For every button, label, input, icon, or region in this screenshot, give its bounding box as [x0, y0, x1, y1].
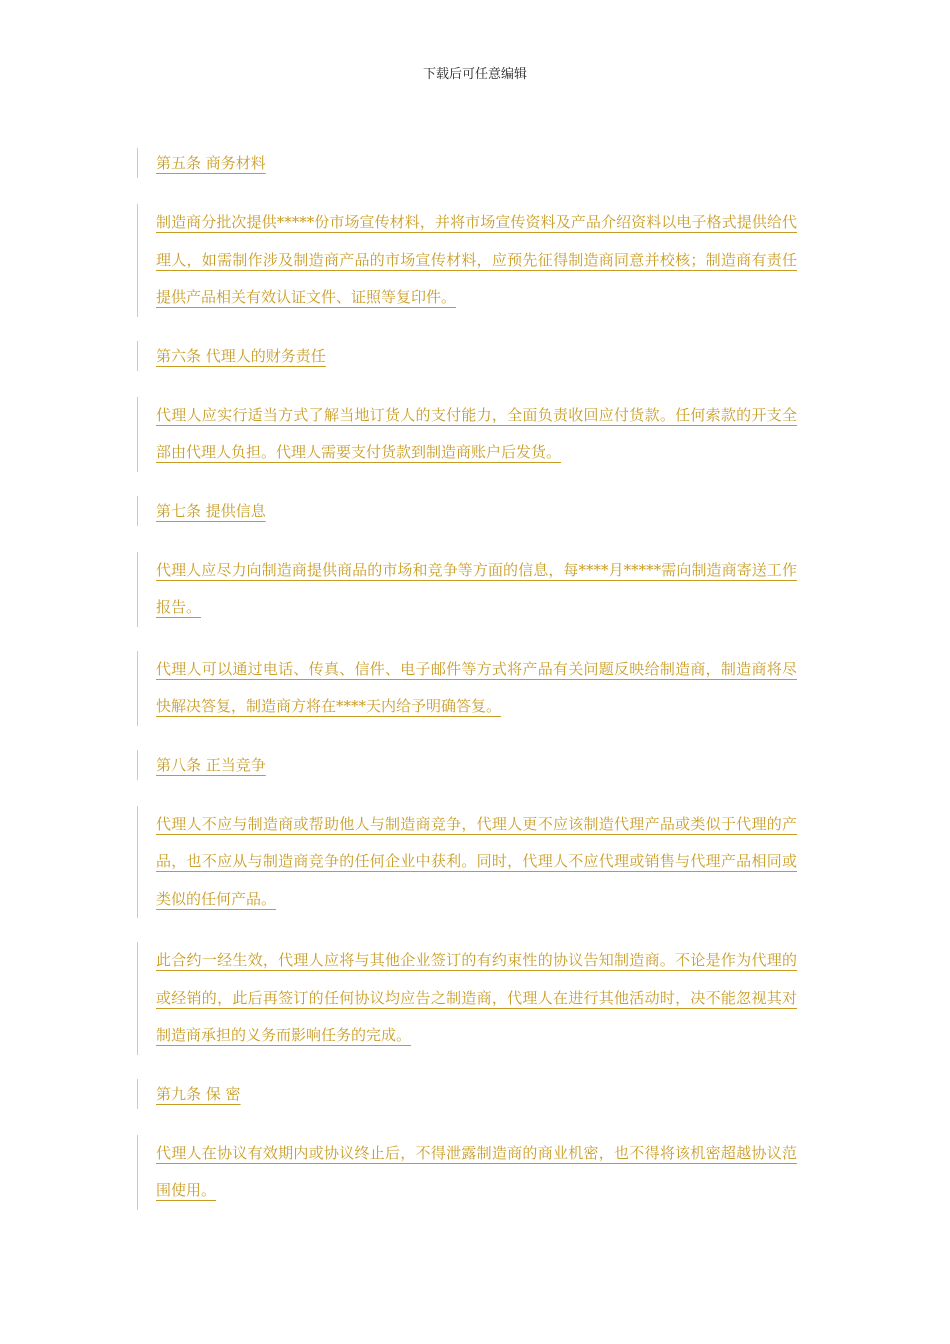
- article-8-paragraph-1: [137, 806, 797, 919]
- article-7-heading: [137, 496, 797, 526]
- heading-text: 第九条 保 密: [156, 1084, 241, 1103]
- article-8-paragraph-2: [137, 942, 797, 1055]
- heading-text: 第五条 商务材料: [156, 154, 266, 172]
- document-body: [137, 148, 797, 1234]
- article-6-heading: [137, 341, 797, 371]
- paragraph-text: 代理人不应与制造商或帮助他人与制造商竞争，代理人更不应该制造代理产品或类似于代理的产品，也不应从与制造商竞争的任何企业中获利。同时，代理人不应代理或销售与代理产品相同或类似的任何产品。: [156, 814, 797, 908]
- paragraph-text: 制造商分批次提供*****份市场宣传材料，并将市场宣传资料及产品介绍资料以电子格式提供给代理人，如需制作涉及制造商产品的市场宣传材料，应预先征得制造商同意并校核；制造商有责任提供产品相关有效认证文件、证照等复印件。: [156, 213, 797, 306]
- paragraph-text: 代理人应尽力向制造商提供商品的市场和竞争等方面的信息，每****月*****需向制造商寄送工作报告。: [156, 560, 797, 616]
- paragraph-text: 此合约一经生效，代理人应将与其他企业签订的有约束性的协议告知制造商。不论是作为代理的或经销的，此后再签订的任何协议均应告之制造商，代理人在进行其他活动时，决不能忽视其对制造商承担的义务而影响任务的完成。: [156, 951, 797, 1044]
- heading-text: 第七条 提供信息: [156, 501, 266, 520]
- article-5-heading: [137, 148, 797, 178]
- article-9-paragraph: [137, 1135, 797, 1210]
- paragraph-text: 代理人可以通过电话、传真、信件、电子邮件等方式将产品有关问题反映给制造商，制造商将尽快解决答复，制造商方将在****天内给予明确答复。: [156, 659, 797, 715]
- article-6-paragraph: [137, 397, 797, 472]
- paragraph-text: 代理人应实行适当方式了解当地订货人的支付能力，全面负责收回应付货款。任何索款的开支全部由代理人负担。代理人需要支付货款到制造商账户后发货。: [156, 405, 797, 461]
- heading-text: 第八条 正当竞争: [156, 755, 266, 774]
- article-5-paragraph: [137, 204, 797, 317]
- article-7-paragraph-1: [137, 552, 797, 627]
- article-8-heading: [137, 750, 797, 780]
- page-header: 下载后可任意编辑: [422, 67, 527, 82]
- heading-text: 第六条 代理人的财务责任: [156, 346, 326, 365]
- paragraph-text: 代理人在协议有效期内或协议终止后，不得泄露制造商的商业机密，也不得将该机密超越协议范围使用。: [156, 1143, 797, 1199]
- article-9-heading: [137, 1079, 797, 1109]
- article-7-paragraph-2: [137, 651, 797, 726]
